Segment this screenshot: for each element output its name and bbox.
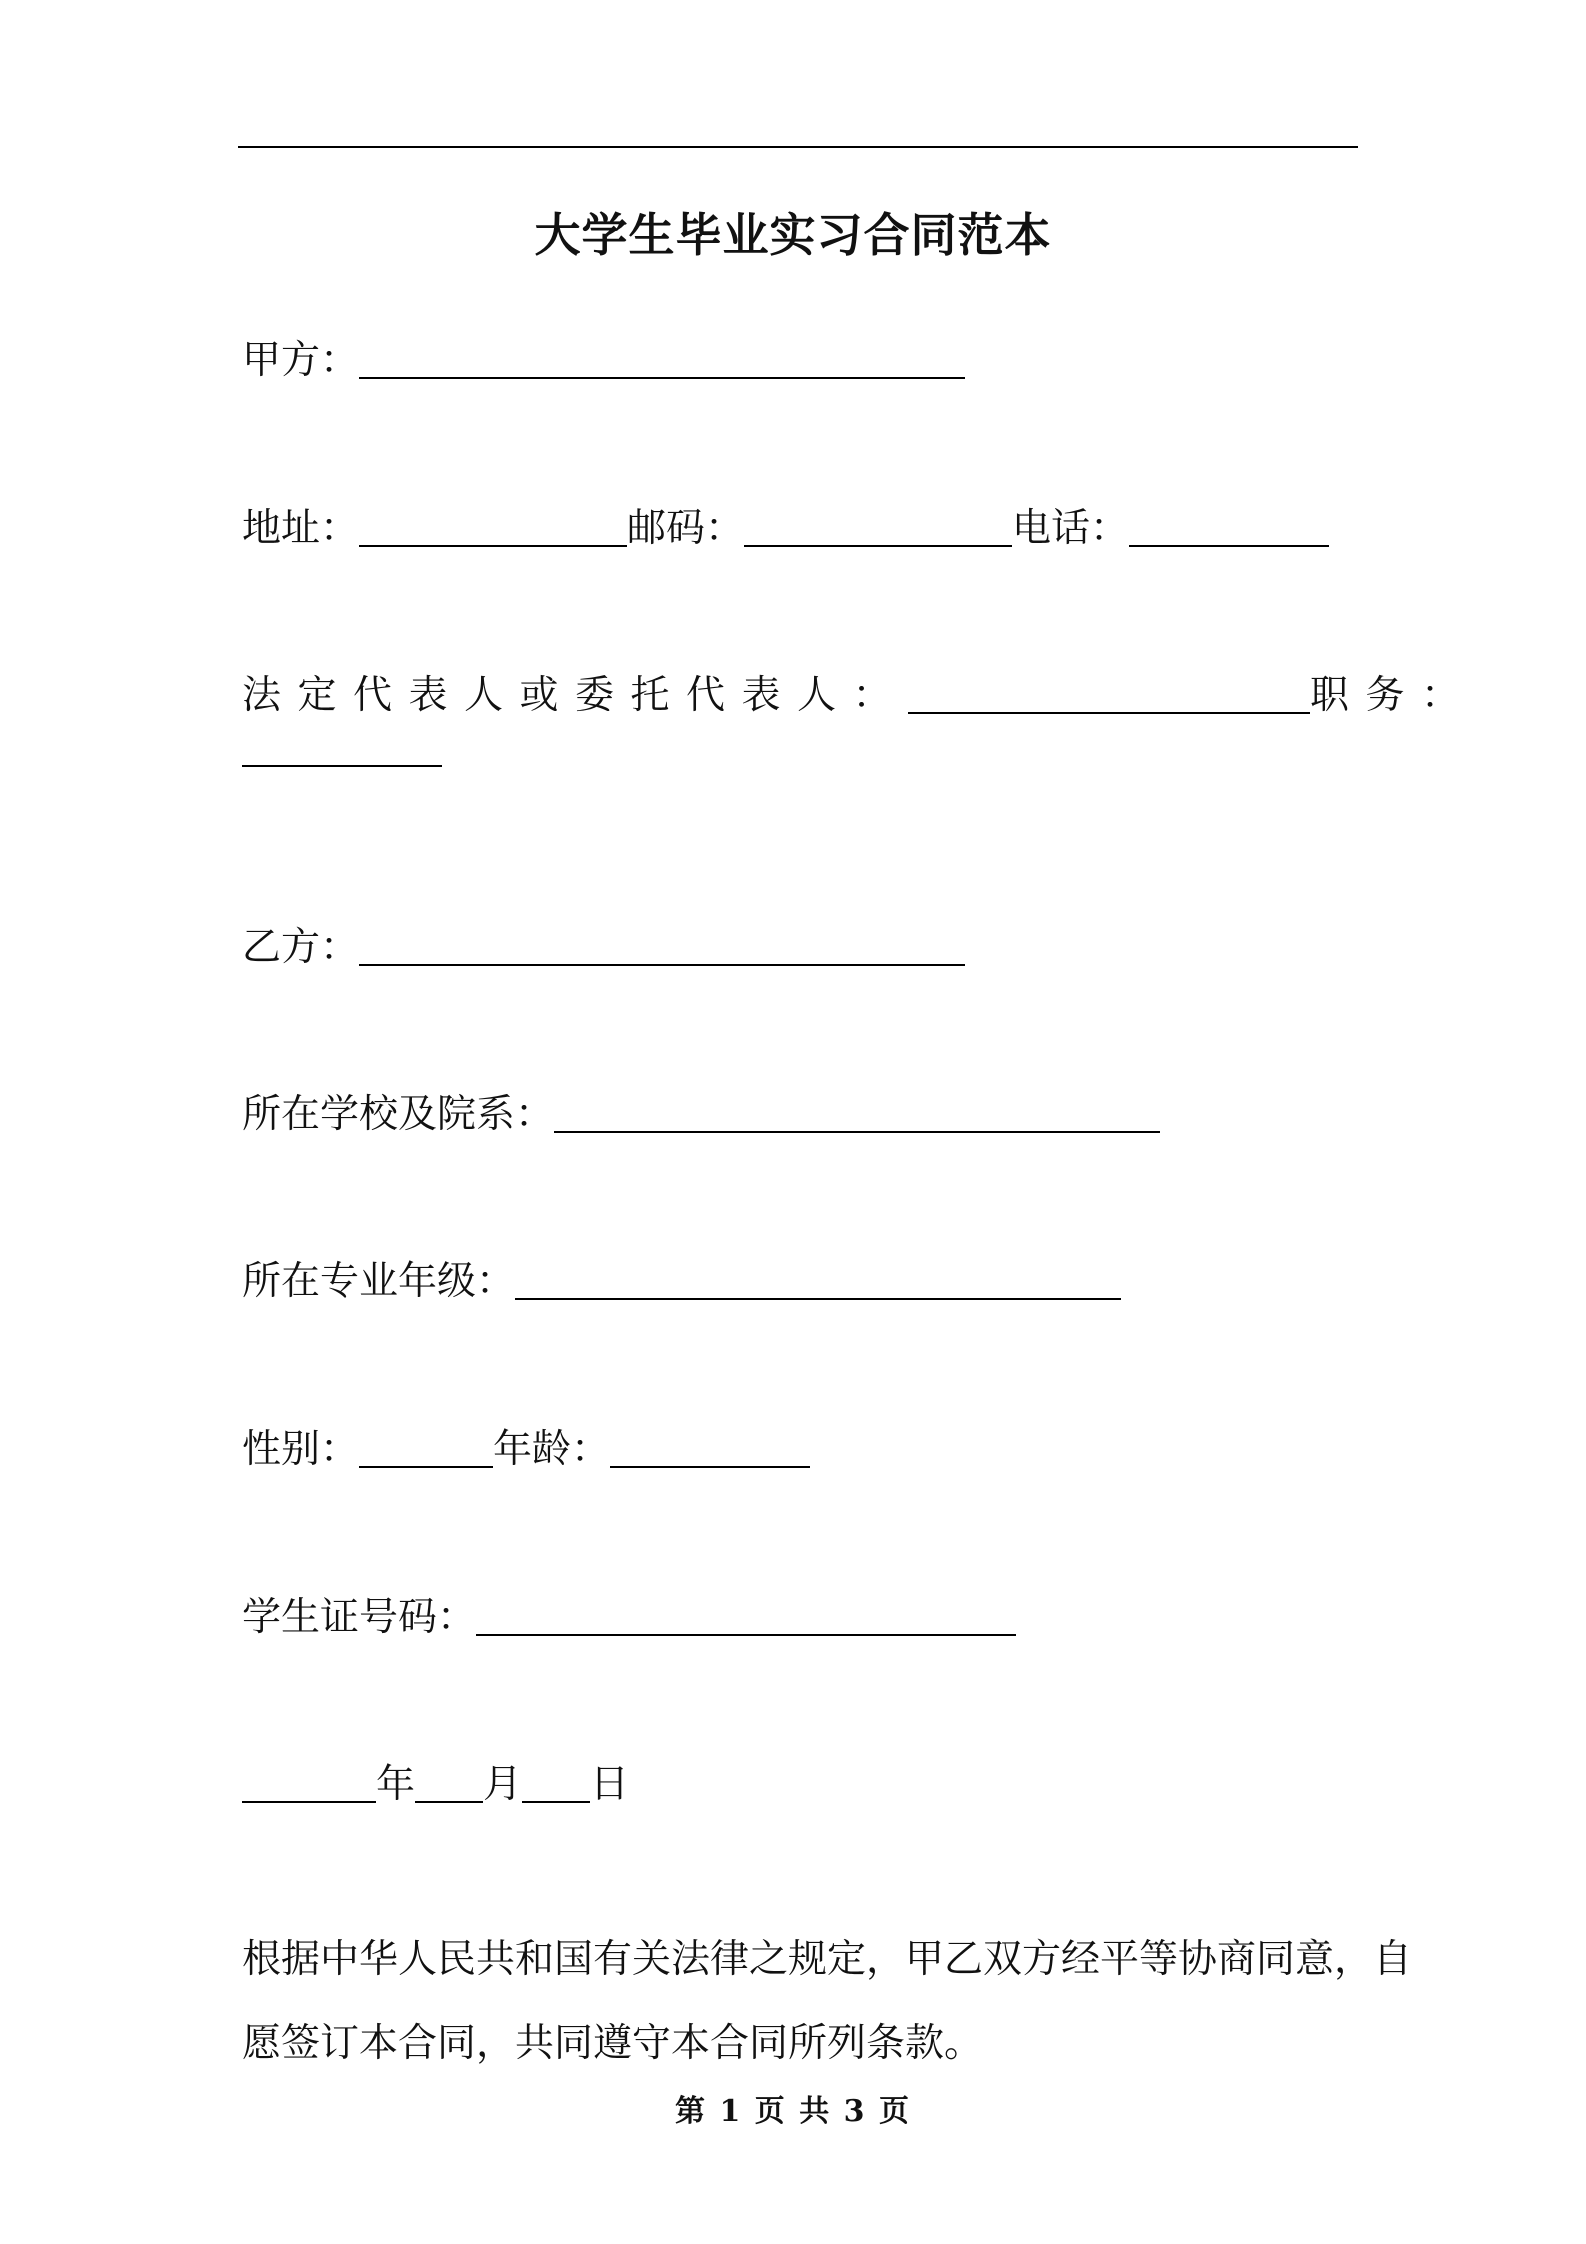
month-label: 月 [483, 1762, 523, 1807]
preamble-line-1: 根据中华人民共和国有关法律之规定，甲乙双方经平等协商同意，自 [242, 1937, 1413, 1982]
address-blank[interactable] [359, 545, 627, 547]
contact-line [242, 503, 1329, 555]
phone-label: 电话： [1012, 506, 1130, 551]
student-id-label: 学生证号码： [242, 1595, 477, 1640]
school-label: 所在学校及院系： [242, 1092, 555, 1137]
gender-age-line [242, 1424, 810, 1476]
year-blank[interactable] [242, 1801, 376, 1803]
page-title: 大学生毕业实习合同范本 [534, 208, 1052, 262]
party-a-label: 甲方： [242, 338, 360, 383]
school-blank[interactable] [554, 1131, 1160, 1133]
party-b-line [242, 922, 965, 974]
position-line [242, 765, 442, 775]
day-blank[interactable] [522, 1801, 590, 1803]
major-label: 所在专业年级： [242, 1259, 516, 1304]
major-blank[interactable] [515, 1298, 1121, 1300]
phone-blank[interactable] [1129, 545, 1329, 547]
student-id-blank[interactable] [476, 1634, 1016, 1636]
party-b-blank[interactable] [359, 964, 965, 966]
address-label: 地址： [242, 506, 360, 551]
preamble-paragraph [242, 1918, 1413, 2086]
postcode-label: 邮码： [627, 506, 745, 551]
gender-label: 性别： [242, 1427, 360, 1472]
position-blank[interactable] [242, 765, 442, 767]
school-line [242, 1089, 1160, 1141]
party-a-line [242, 335, 965, 387]
party-a-blank[interactable] [359, 377, 965, 379]
representative-line [242, 670, 1477, 722]
preamble-line-2: 愿签订本合同，共同遵守本合同所列条款。 [242, 2021, 984, 2066]
representative-label: 法定代表人或委托代表人： [242, 673, 909, 718]
representative-blank[interactable] [908, 712, 1310, 714]
date-line [242, 1759, 629, 1811]
year-label: 年 [376, 1762, 416, 1807]
page-indicator: 第 1 页 共 3 页 [675, 2094, 911, 2129]
position-label: 职务： [1310, 673, 1477, 718]
day-label: 日 [590, 1762, 630, 1807]
header-rule [238, 146, 1358, 148]
age-blank[interactable] [610, 1466, 810, 1468]
gender-blank[interactable] [359, 1466, 493, 1468]
student-id-line [242, 1592, 1016, 1644]
month-blank[interactable] [415, 1801, 483, 1803]
party-b-label: 乙方： [242, 925, 360, 970]
major-line [242, 1256, 1121, 1308]
age-label: 年龄： [493, 1427, 611, 1472]
postcode-blank[interactable] [744, 545, 1012, 547]
